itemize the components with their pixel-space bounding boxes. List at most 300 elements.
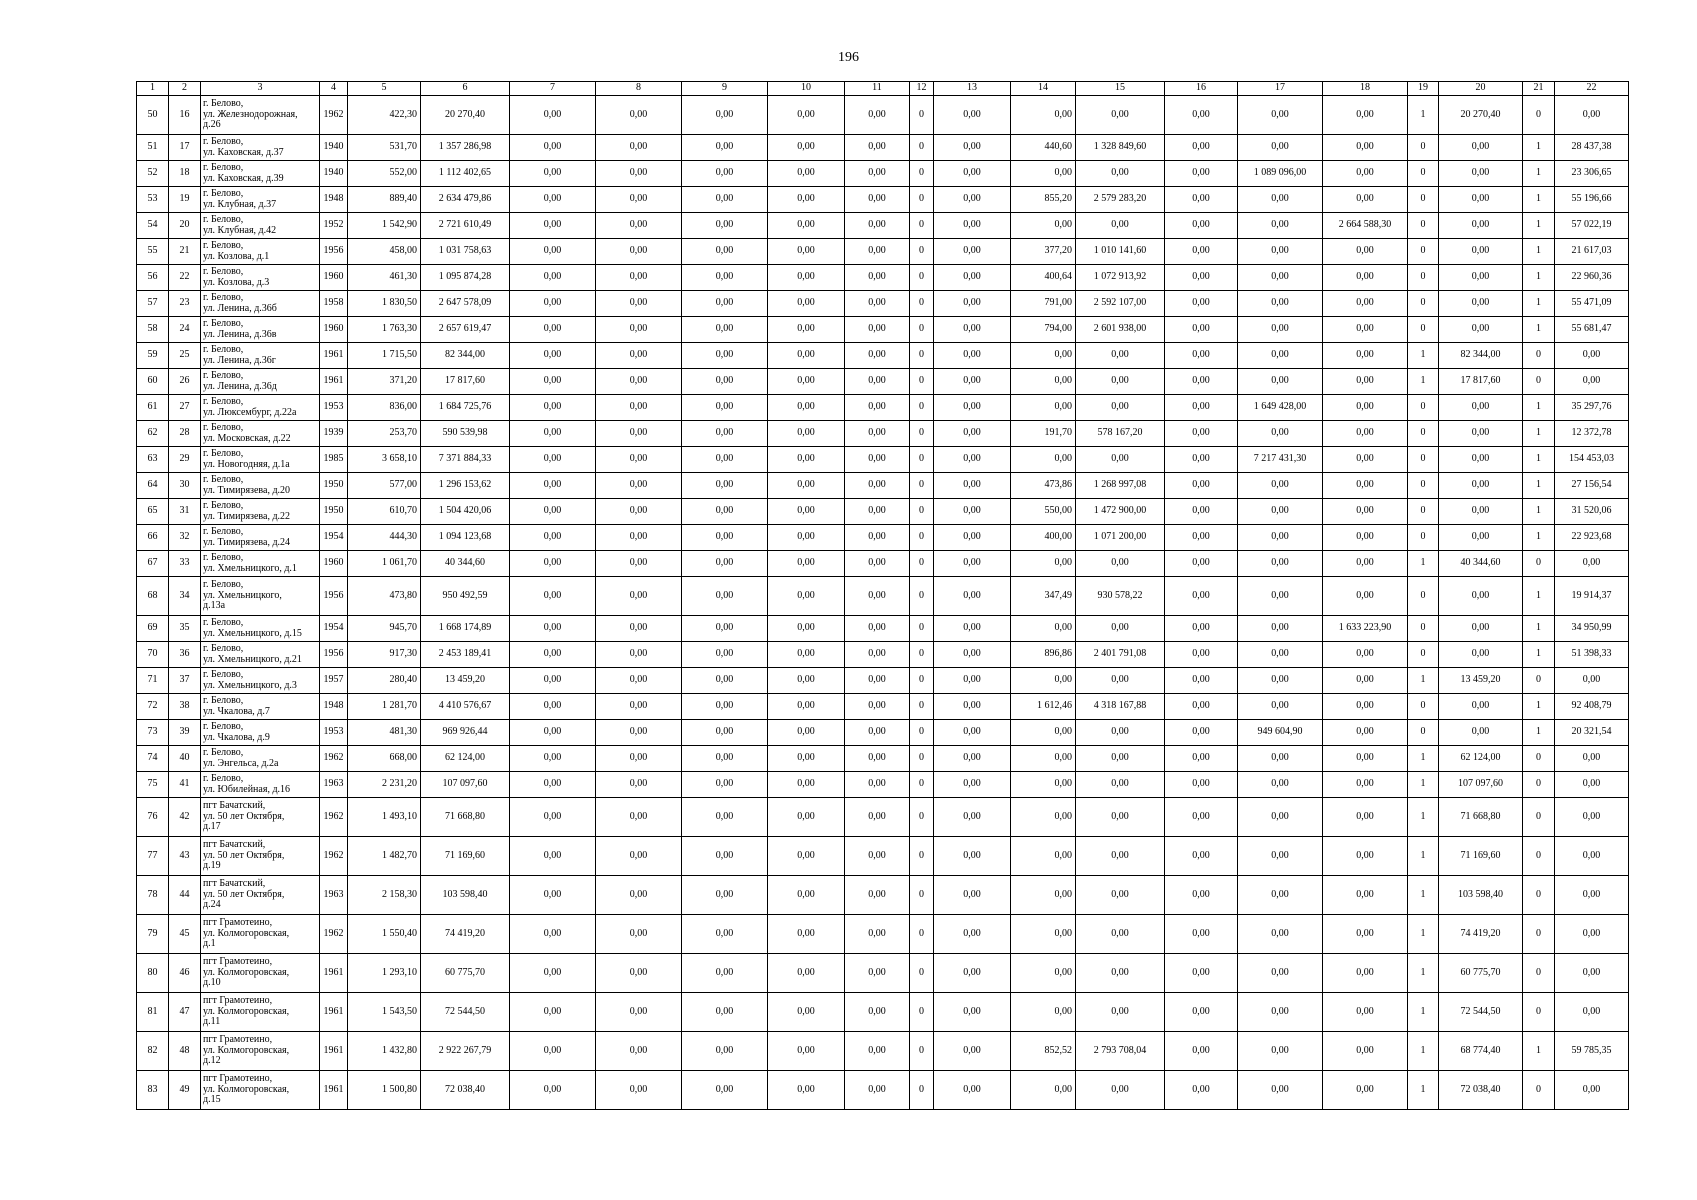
- table-cell: 1954: [320, 616, 348, 642]
- table-cell: 889,40: [348, 187, 421, 213]
- table-cell: 0,00: [682, 395, 768, 421]
- table-cell: 20 270,40: [421, 96, 510, 135]
- column-header: 2: [169, 82, 201, 96]
- table-cell: 52: [137, 161, 169, 187]
- table-cell: 0: [1408, 616, 1439, 642]
- table-cell: 1: [1523, 616, 1555, 642]
- table-cell: 1962: [320, 915, 348, 954]
- table-cell: 0: [910, 343, 934, 369]
- table-cell: 1961: [320, 343, 348, 369]
- table-cell: 0: [1523, 876, 1555, 915]
- table-cell: 0,00: [1165, 343, 1238, 369]
- table-cell: 24: [169, 317, 201, 343]
- table-cell: 72 544,50: [1439, 993, 1523, 1032]
- table-cell: 0,00: [510, 161, 596, 187]
- table-cell: 0,00: [1165, 642, 1238, 668]
- table-cell: 1961: [320, 993, 348, 1032]
- table-row: [137, 915, 1629, 954]
- table-cell: 0,00: [1323, 876, 1408, 915]
- table-cell: 56: [137, 265, 169, 291]
- table-row: [137, 876, 1629, 915]
- table-cell: 0,00: [510, 421, 596, 447]
- table-cell: 0: [1408, 291, 1439, 317]
- table-cell: 0,00: [934, 798, 1011, 837]
- table-cell: 0,00: [1555, 343, 1629, 369]
- table-cell: 1 543,50: [348, 993, 421, 1032]
- table-cell: 1 472 900,00: [1076, 499, 1165, 525]
- table-row: [137, 577, 1629, 616]
- table-row: [137, 473, 1629, 499]
- table-cell: 0: [910, 772, 934, 798]
- table-cell: 0,00: [768, 772, 845, 798]
- table-cell: 0: [1408, 161, 1439, 187]
- table-row: [137, 421, 1629, 447]
- table-cell: 28: [169, 421, 201, 447]
- table-cell: 0,00: [1323, 694, 1408, 720]
- table-cell: 1 763,30: [348, 317, 421, 343]
- table-cell: 0,00: [1165, 135, 1238, 161]
- table-cell: 0: [910, 694, 934, 720]
- column-header: 1: [137, 82, 169, 96]
- table-cell: 0,00: [1439, 421, 1523, 447]
- table-cell: 458,00: [348, 239, 421, 265]
- table-cell: 0,00: [596, 798, 682, 837]
- table-cell: 0,00: [1165, 1071, 1238, 1110]
- table-row: [137, 746, 1629, 772]
- table-cell: 0,00: [510, 239, 596, 265]
- table-cell: 66: [137, 525, 169, 551]
- address-cell: г. Белово, ул. Ленина, д.36д: [201, 369, 320, 395]
- table-row: [137, 954, 1629, 993]
- table-cell: 0,00: [768, 1071, 845, 1110]
- table-cell: 0,00: [1011, 668, 1076, 694]
- table-cell: 0: [910, 577, 934, 616]
- table-cell: 0: [910, 1032, 934, 1071]
- table-cell: 0,00: [596, 616, 682, 642]
- table-cell: 1 432,80: [348, 1032, 421, 1071]
- table-cell: 80: [137, 954, 169, 993]
- table-cell: 69: [137, 616, 169, 642]
- table-cell: 0,00: [1238, 837, 1323, 876]
- table-cell: 280,40: [348, 668, 421, 694]
- table-cell: 0,00: [1439, 161, 1523, 187]
- table-cell: 0,00: [845, 187, 910, 213]
- table-cell: 0,00: [934, 213, 1011, 239]
- table-cell: 0,00: [1165, 421, 1238, 447]
- table-cell: 0,00: [768, 499, 845, 525]
- table-cell: 2 634 479,86: [421, 187, 510, 213]
- table-cell: 0,00: [1011, 369, 1076, 395]
- table-cell: 0,00: [1439, 525, 1523, 551]
- table-cell: 73: [137, 720, 169, 746]
- table-cell: 1953: [320, 395, 348, 421]
- table-cell: 0,00: [510, 369, 596, 395]
- column-header: 5: [348, 82, 421, 96]
- address-cell: г. Белово, ул. Тимирязева, д.24: [201, 525, 320, 551]
- table-cell: 0,00: [768, 421, 845, 447]
- table-cell: 0: [910, 642, 934, 668]
- table-cell: 0,00: [682, 720, 768, 746]
- table-cell: 0,00: [1238, 525, 1323, 551]
- table-cell: 0,00: [1165, 369, 1238, 395]
- column-header: 6: [421, 82, 510, 96]
- table-cell: 17 817,60: [421, 369, 510, 395]
- table-cell: 1960: [320, 265, 348, 291]
- table-cell: 22: [169, 265, 201, 291]
- table-cell: 0: [1523, 1071, 1555, 1110]
- table-cell: 578 167,20: [1076, 421, 1165, 447]
- table-cell: 0,00: [1323, 915, 1408, 954]
- table-cell: 46: [169, 954, 201, 993]
- table-cell: 0,00: [845, 993, 910, 1032]
- table-cell: 71: [137, 668, 169, 694]
- table-cell: 0: [1523, 369, 1555, 395]
- table-cell: 0,00: [845, 343, 910, 369]
- table-cell: 0: [1523, 993, 1555, 1032]
- table-cell: 0,00: [934, 577, 1011, 616]
- table-row: [137, 499, 1629, 525]
- address-cell: г. Белово, ул. Новогодняя, д.1а: [201, 447, 320, 473]
- table-cell: 0,00: [1076, 616, 1165, 642]
- table-cell: 20: [169, 213, 201, 239]
- table-cell: 0,00: [1238, 551, 1323, 577]
- table-cell: 852,52: [1011, 1032, 1076, 1071]
- table-cell: 60 775,70: [421, 954, 510, 993]
- table-cell: 0,00: [1011, 447, 1076, 473]
- table-cell: 400,64: [1011, 265, 1076, 291]
- table-cell: 0,00: [934, 954, 1011, 993]
- table-cell: 0,00: [845, 616, 910, 642]
- table-cell: 0,00: [845, 1032, 910, 1071]
- table-row: [137, 239, 1629, 265]
- table-cell: 0,00: [1011, 876, 1076, 915]
- table-cell: 0,00: [596, 551, 682, 577]
- table-cell: 0: [910, 265, 934, 291]
- table-cell: 0: [1408, 187, 1439, 213]
- table-cell: 0,00: [1323, 1071, 1408, 1110]
- table-cell: 81: [137, 993, 169, 1032]
- table-cell: 4 318 167,88: [1076, 694, 1165, 720]
- table-cell: 107 097,60: [1439, 772, 1523, 798]
- table-cell: 1 500,80: [348, 1071, 421, 1110]
- table-cell: 0,00: [934, 551, 1011, 577]
- table-cell: 791,00: [1011, 291, 1076, 317]
- table-cell: 1: [1408, 1032, 1439, 1071]
- table-cell: 31: [169, 499, 201, 525]
- table-cell: 103 598,40: [421, 876, 510, 915]
- table-row: [137, 1071, 1629, 1110]
- table-cell: 0,00: [1238, 954, 1323, 993]
- table-cell: 0,00: [768, 96, 845, 135]
- table-cell: 0,00: [510, 525, 596, 551]
- table-cell: 0: [910, 317, 934, 343]
- table-cell: 0,00: [845, 447, 910, 473]
- table-cell: 0,00: [510, 213, 596, 239]
- table-cell: 1: [1408, 837, 1439, 876]
- table-row: [137, 135, 1629, 161]
- table-cell: 0,00: [510, 447, 596, 473]
- table-cell: 0,00: [1011, 798, 1076, 837]
- table-cell: 0,00: [1076, 1071, 1165, 1110]
- table-cell: 0,00: [1323, 239, 1408, 265]
- table-cell: 0,00: [1555, 369, 1629, 395]
- table-cell: 0,00: [510, 473, 596, 499]
- table-cell: 35: [169, 616, 201, 642]
- table-cell: 0: [910, 798, 934, 837]
- table-cell: 78: [137, 876, 169, 915]
- address-cell: г. Белово, ул. Энгельса, д.2а: [201, 746, 320, 772]
- table-cell: 7 371 884,33: [421, 447, 510, 473]
- table-cell: 1 668 174,89: [421, 616, 510, 642]
- column-header: 17: [1238, 82, 1323, 96]
- column-header: 16: [1165, 82, 1238, 96]
- table-cell: 0,00: [1238, 473, 1323, 499]
- address-cell: г. Белово, ул. Чкалова, д.9: [201, 720, 320, 746]
- address-cell: г. Белово, ул. Люксембург, д.22а: [201, 395, 320, 421]
- table-row: [137, 447, 1629, 473]
- address-cell: г. Белово, ул. Ленина, д.36б: [201, 291, 320, 317]
- table-cell: 82 344,00: [421, 343, 510, 369]
- table-cell: 0,00: [845, 915, 910, 954]
- table-cell: 0,00: [1439, 694, 1523, 720]
- table-row: [137, 694, 1629, 720]
- table-cell: 1: [1408, 954, 1439, 993]
- column-header: 22: [1555, 82, 1629, 96]
- table-cell: 0,00: [596, 239, 682, 265]
- table-cell: 0,00: [1076, 993, 1165, 1032]
- table-cell: 92 408,79: [1555, 694, 1629, 720]
- table-cell: 68: [137, 577, 169, 616]
- table-cell: 60 775,70: [1439, 954, 1523, 993]
- table-cell: 44: [169, 876, 201, 915]
- table-cell: 0,00: [1238, 798, 1323, 837]
- table-cell: 26: [169, 369, 201, 395]
- table-cell: 1957: [320, 668, 348, 694]
- table-cell: 0,00: [1238, 265, 1323, 291]
- table-cell: 0,00: [1076, 954, 1165, 993]
- table-cell: 1: [1408, 668, 1439, 694]
- table-cell: 0: [1523, 96, 1555, 135]
- table-cell: 1961: [320, 369, 348, 395]
- table-cell: 0,00: [510, 954, 596, 993]
- table-cell: 0,00: [1238, 772, 1323, 798]
- table-cell: 0,00: [1323, 525, 1408, 551]
- table-cell: 2 793 708,04: [1076, 1032, 1165, 1071]
- table-cell: 191,70: [1011, 421, 1076, 447]
- table-cell: 0,00: [845, 421, 910, 447]
- table-cell: 0: [910, 369, 934, 395]
- table-cell: 0,00: [1555, 993, 1629, 1032]
- table-cell: 0,00: [934, 837, 1011, 876]
- table-cell: 22 960,36: [1555, 265, 1629, 291]
- table-cell: 62: [137, 421, 169, 447]
- table-cell: 0,00: [934, 616, 1011, 642]
- table-cell: 0,00: [682, 369, 768, 395]
- table-cell: 0,00: [510, 96, 596, 135]
- table-cell: 40 344,60: [421, 551, 510, 577]
- address-cell: г. Белово, ул. Хмельницкого, д.15: [201, 616, 320, 642]
- table-cell: 444,30: [348, 525, 421, 551]
- table-row: [137, 798, 1629, 837]
- table-cell: 0: [1408, 421, 1439, 447]
- table-cell: 0,00: [682, 1032, 768, 1071]
- table-cell: 0,00: [934, 993, 1011, 1032]
- table-cell: 0,00: [510, 317, 596, 343]
- table-cell: 0: [910, 291, 934, 317]
- table-cell: 0,00: [1165, 499, 1238, 525]
- address-cell: г. Белово, ул. Хмельницкого, д.21: [201, 642, 320, 668]
- table-cell: 1953: [320, 720, 348, 746]
- table-cell: 0: [1408, 317, 1439, 343]
- table-cell: 0,00: [596, 96, 682, 135]
- table-cell: 1: [1523, 642, 1555, 668]
- table-cell: 0,00: [934, 96, 1011, 135]
- table-cell: 0,00: [1165, 915, 1238, 954]
- table-cell: 1: [1523, 161, 1555, 187]
- table-cell: 0,00: [510, 551, 596, 577]
- table-cell: 0,00: [682, 616, 768, 642]
- table-cell: 610,70: [348, 499, 421, 525]
- table-cell: 0,00: [510, 720, 596, 746]
- table-cell: 0,00: [596, 343, 682, 369]
- table-cell: 0,00: [845, 694, 910, 720]
- table-cell: 917,30: [348, 642, 421, 668]
- column-header: 9: [682, 82, 768, 96]
- table-cell: 1 633 223,90: [1323, 616, 1408, 642]
- table-cell: 1: [1523, 473, 1555, 499]
- table-cell: 65: [137, 499, 169, 525]
- table-cell: 0,00: [682, 694, 768, 720]
- table-cell: 0: [1408, 265, 1439, 291]
- table-cell: 0,00: [1439, 265, 1523, 291]
- table-cell: 0: [910, 915, 934, 954]
- table-cell: 0,00: [1555, 876, 1629, 915]
- address-cell: г. Белово, ул. Московская, д.22: [201, 421, 320, 447]
- table-cell: 0,00: [1439, 616, 1523, 642]
- table-row: [137, 525, 1629, 551]
- table-cell: 1 357 286,98: [421, 135, 510, 161]
- table-cell: 2 579 283,20: [1076, 187, 1165, 213]
- table-cell: 2 721 610,49: [421, 213, 510, 239]
- table-cell: 27: [169, 395, 201, 421]
- table-cell: 22 923,68: [1555, 525, 1629, 551]
- table-cell: 0,00: [510, 187, 596, 213]
- table-cell: 74: [137, 746, 169, 772]
- table-cell: 0,00: [1011, 551, 1076, 577]
- table-cell: 0,00: [596, 187, 682, 213]
- table-cell: 31 520,06: [1555, 499, 1629, 525]
- table-cell: 0,00: [1323, 395, 1408, 421]
- table-cell: 0: [910, 239, 934, 265]
- table-cell: 0,00: [934, 473, 1011, 499]
- table-cell: 0,00: [934, 525, 1011, 551]
- data-table: [136, 81, 1629, 1110]
- table-cell: 0: [1408, 239, 1439, 265]
- table-cell: 0,00: [1323, 954, 1408, 993]
- table-cell: 21 617,03: [1555, 239, 1629, 265]
- table-cell: 0,00: [934, 239, 1011, 265]
- table-cell: 0,00: [596, 369, 682, 395]
- table-cell: 0,00: [768, 616, 845, 642]
- table-cell: 0,00: [1238, 694, 1323, 720]
- table-cell: 0,00: [1555, 746, 1629, 772]
- table-cell: 48: [169, 1032, 201, 1071]
- table-cell: 0: [910, 1071, 934, 1110]
- table-cell: 1: [1408, 369, 1439, 395]
- table-cell: 55: [137, 239, 169, 265]
- table-cell: 0,00: [768, 525, 845, 551]
- column-header: 14: [1011, 82, 1076, 96]
- table-cell: 0,00: [1238, 96, 1323, 135]
- table-cell: 1958: [320, 291, 348, 317]
- table-cell: 0,00: [596, 694, 682, 720]
- table-cell: 57: [137, 291, 169, 317]
- table-cell: 35 297,76: [1555, 395, 1629, 421]
- table-cell: 0: [1408, 213, 1439, 239]
- table-cell: 0: [910, 993, 934, 1032]
- table-cell: 0,00: [682, 473, 768, 499]
- table-cell: 0: [910, 954, 934, 993]
- table-cell: 0,00: [1011, 213, 1076, 239]
- table-cell: 0,00: [845, 1071, 910, 1110]
- table-cell: 668,00: [348, 746, 421, 772]
- table-cell: 55 471,09: [1555, 291, 1629, 317]
- table-cell: 0,00: [1439, 473, 1523, 499]
- table-cell: 1: [1523, 213, 1555, 239]
- address-cell: г. Белово, ул. Ленина, д.36в: [201, 317, 320, 343]
- table-cell: 0,00: [845, 239, 910, 265]
- table-cell: 0,00: [1011, 746, 1076, 772]
- table-cell: 59: [137, 343, 169, 369]
- table-cell: 0: [1408, 720, 1439, 746]
- table-cell: 0,00: [596, 135, 682, 161]
- table-cell: 0,00: [1238, 746, 1323, 772]
- table-cell: 0,00: [510, 577, 596, 616]
- table-cell: 0,00: [596, 876, 682, 915]
- table-cell: 39: [169, 720, 201, 746]
- table-cell: 0,00: [934, 369, 1011, 395]
- table-cell: 0,00: [1323, 499, 1408, 525]
- table-cell: 0,00: [596, 395, 682, 421]
- table-cell: 0,00: [768, 213, 845, 239]
- table-cell: 347,49: [1011, 577, 1076, 616]
- table-cell: 794,00: [1011, 317, 1076, 343]
- table-cell: 0,00: [845, 96, 910, 135]
- table-cell: 0: [1523, 915, 1555, 954]
- table-cell: 67: [137, 551, 169, 577]
- column-header: 21: [1523, 82, 1555, 96]
- table-cell: 0,00: [1555, 798, 1629, 837]
- table-cell: 0,00: [845, 577, 910, 616]
- table-cell: 1 830,50: [348, 291, 421, 317]
- table-cell: 0,00: [1323, 369, 1408, 395]
- table-cell: 0,00: [845, 642, 910, 668]
- table-cell: 0,00: [845, 135, 910, 161]
- table-cell: 2 401 791,08: [1076, 642, 1165, 668]
- table-cell: 0,00: [1238, 421, 1323, 447]
- table-cell: 0,00: [1076, 395, 1165, 421]
- table-cell: 0,00: [845, 876, 910, 915]
- table-cell: 0,00: [1011, 616, 1076, 642]
- table-cell: 1 072 913,92: [1076, 265, 1165, 291]
- table-cell: 0,00: [1323, 1032, 1408, 1071]
- table-cell: 0,00: [682, 876, 768, 915]
- address-cell: г. Белово, ул. Хмельницкого, д.13а: [201, 577, 320, 616]
- table-cell: 0,00: [768, 239, 845, 265]
- column-header: 13: [934, 82, 1011, 96]
- table-cell: 0,00: [1011, 395, 1076, 421]
- table-cell: 23: [169, 291, 201, 317]
